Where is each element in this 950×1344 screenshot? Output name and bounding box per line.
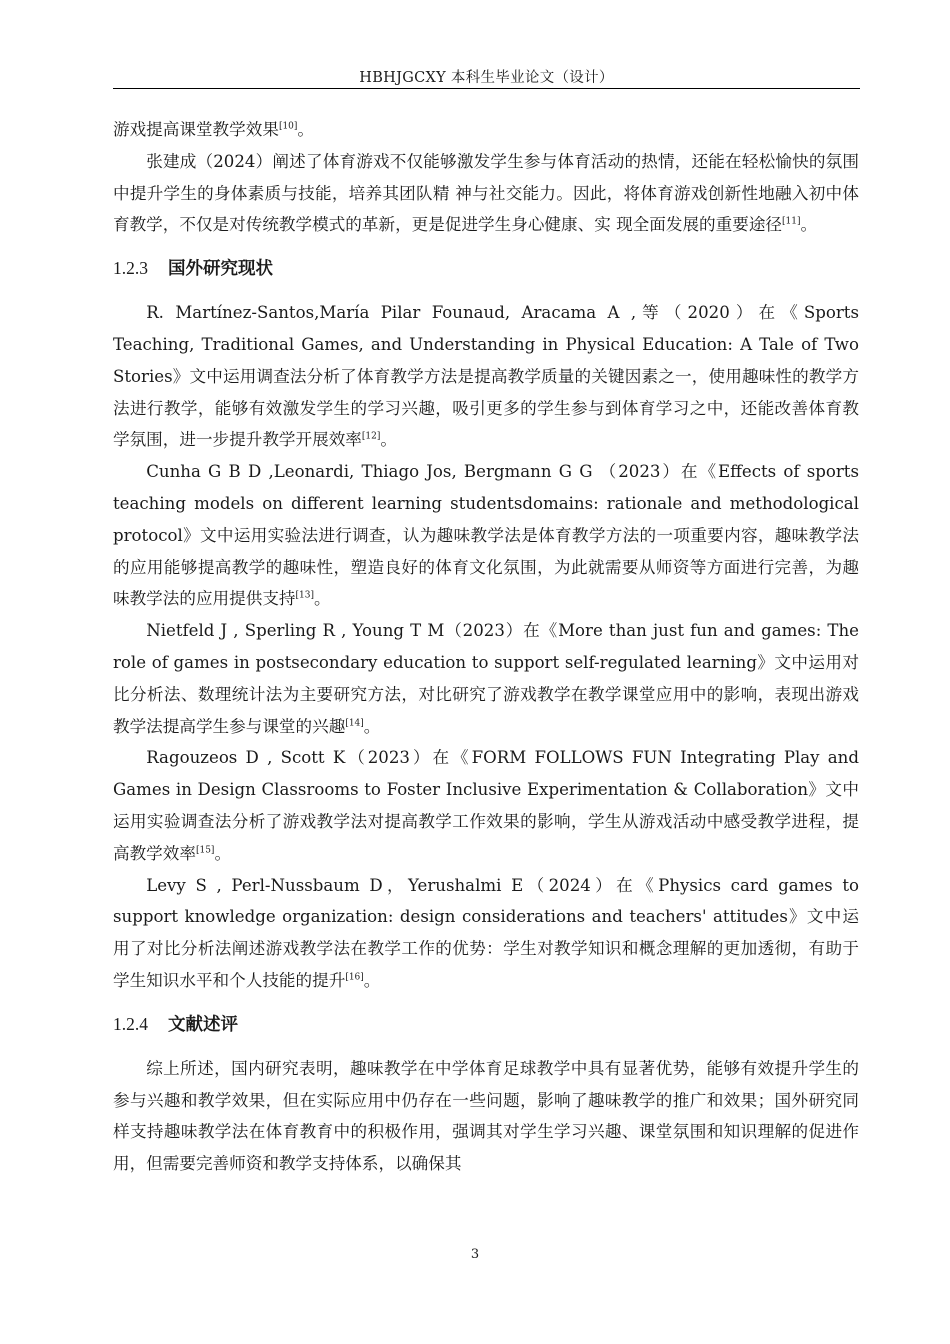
paragraph-end: 。 bbox=[363, 716, 381, 736]
paragraph-end: 。 bbox=[297, 120, 315, 139]
page-number: 3 bbox=[470, 1247, 480, 1262]
paragraph bbox=[113, 742, 859, 869]
paragraph-text: Cunha G B D ,Leonardi, Thiago Jos, Bergmann G G （2023）在《Effects of sports teaching models on different learning studentsdomains: rationale and methodological protocol》文中运用实验法进行调查，认为趣味教学法是体育教学方法的一项重要内容，趣味教学法的应用能够提高教学的趣味性，塑造良好的体育文化氛围，为此就需要从师资等方面进行完善，为趣味教学法的应用提供支持 bbox=[113, 462, 859, 609]
paragraph bbox=[113, 146, 859, 241]
section-heading bbox=[113, 1009, 859, 1041]
paragraph-end: 。 bbox=[314, 589, 331, 609]
section-heading bbox=[113, 253, 859, 285]
section-number: 1.2.3 bbox=[113, 258, 148, 279]
section-title: 文献述评 bbox=[168, 1014, 238, 1035]
citation: [15] bbox=[195, 845, 215, 856]
paragraph-text: 游戏提高课堂教学效果 bbox=[113, 120, 279, 139]
paragraph bbox=[113, 456, 859, 615]
citation: [14] bbox=[345, 718, 364, 729]
paragraph bbox=[113, 1053, 859, 1180]
citation: [12] bbox=[361, 431, 381, 442]
paragraph-text: Nietfeld J , Sperling R , Young T M（2023）在《More than just fun and games: The role of games in postsecondary education to support self-regulated learning》文中运用对比分析法、数理统计法为主要研究方法，对比研究了游戏教学在教学课堂应用中的影响，表现出游戏教学法提高学生参与课堂的兴趣 bbox=[113, 621, 859, 736]
paragraph-end: 。 bbox=[380, 430, 397, 450]
paragraph-text: R. Martínez-Santos,María Pilar Founaud, Aracama A ,等（2020）在《Sports Teaching, Traditional Games, and Understanding in Physical Education: A Tale of Two Stories》文中运用调查法分析了体育教学方法是提高教学质量的关键因素之一，使用趣味性的教学方法进行教学，能够有效激发学生的学习兴趣，吸引更多的学生参与到体育学习之中，还能改善体育教学氛围，进一步提升教学开展效率 bbox=[113, 303, 859, 450]
paragraph-end: 。 bbox=[800, 215, 818, 235]
section-number: 1.2.4 bbox=[113, 1013, 148, 1034]
paragraph-end: 。 bbox=[214, 843, 232, 863]
paragraph-text: 综上所述，国内研究表明，趣味教学在中学体育足球教学中具有显著优势，能够有效提升学生的参与兴趣和教学效果，但在实际应用中仍存在一些问题，影响了趣味教学的推广和效果；国外研究同样支持趣味教学法在体育教育中的积极作用，强调其对学生学习兴趣、课堂氛围和知识理解的促进作用，但需要完善师资和教学支持体系，以确保其 bbox=[113, 1058, 859, 1174]
citation: [16] bbox=[345, 972, 364, 983]
paragraph-text: Levy S , Perl-Nussbaum D，Yerushalmi E（2024）在《Physics card games to support knowledge organization: design considerations and teachers' attitudes》文中运用了对比分析法阐述游戏教学法在教学工作的优势：学生对教学知识和概念理解的更加透彻，有助于学生知识水平和个人技能的提升 bbox=[113, 875, 859, 990]
body-text bbox=[113, 114, 859, 1180]
section-title: 国外研究现状 bbox=[168, 259, 273, 280]
paragraph bbox=[113, 615, 859, 742]
paragraph bbox=[113, 297, 859, 456]
header-rule bbox=[113, 88, 860, 89]
running-header: HBHJGCXY 本科生毕业论文（设计） bbox=[359, 70, 614, 86]
citation: [13] bbox=[295, 590, 315, 601]
paragraph-text: 张建成（2024）阐述了体育游戏不仅能够激发学生参与体育活动的热情，还能在轻松愉快的氛围中提升学生的身体素质与技能，培养其团队精 神与社交能力。因此，将体育游戏创新性地融入初中体育教学，不仅是对传统教学模式的革新，更是促进学生身心健康、实 现全面发展的重要途径 bbox=[113, 151, 859, 235]
citation: [11] bbox=[782, 216, 801, 227]
paragraph-text: Ragouzeos D , Scott K（2023）在《FORM FOLLOWS FUN Integrating Play and Games in Design Classrooms to Foster Inclusive Experimentation & Collaboration》文中运用实验调查法分析了游戏教学法对提高教学工作效果的影响，学生从游戏活动中感受教学进程，提高教学效率 bbox=[113, 748, 859, 863]
paragraph-continuation bbox=[113, 114, 859, 146]
paragraph bbox=[113, 870, 859, 997]
citation: [10] bbox=[278, 121, 298, 132]
paragraph-end: 。 bbox=[363, 970, 381, 990]
